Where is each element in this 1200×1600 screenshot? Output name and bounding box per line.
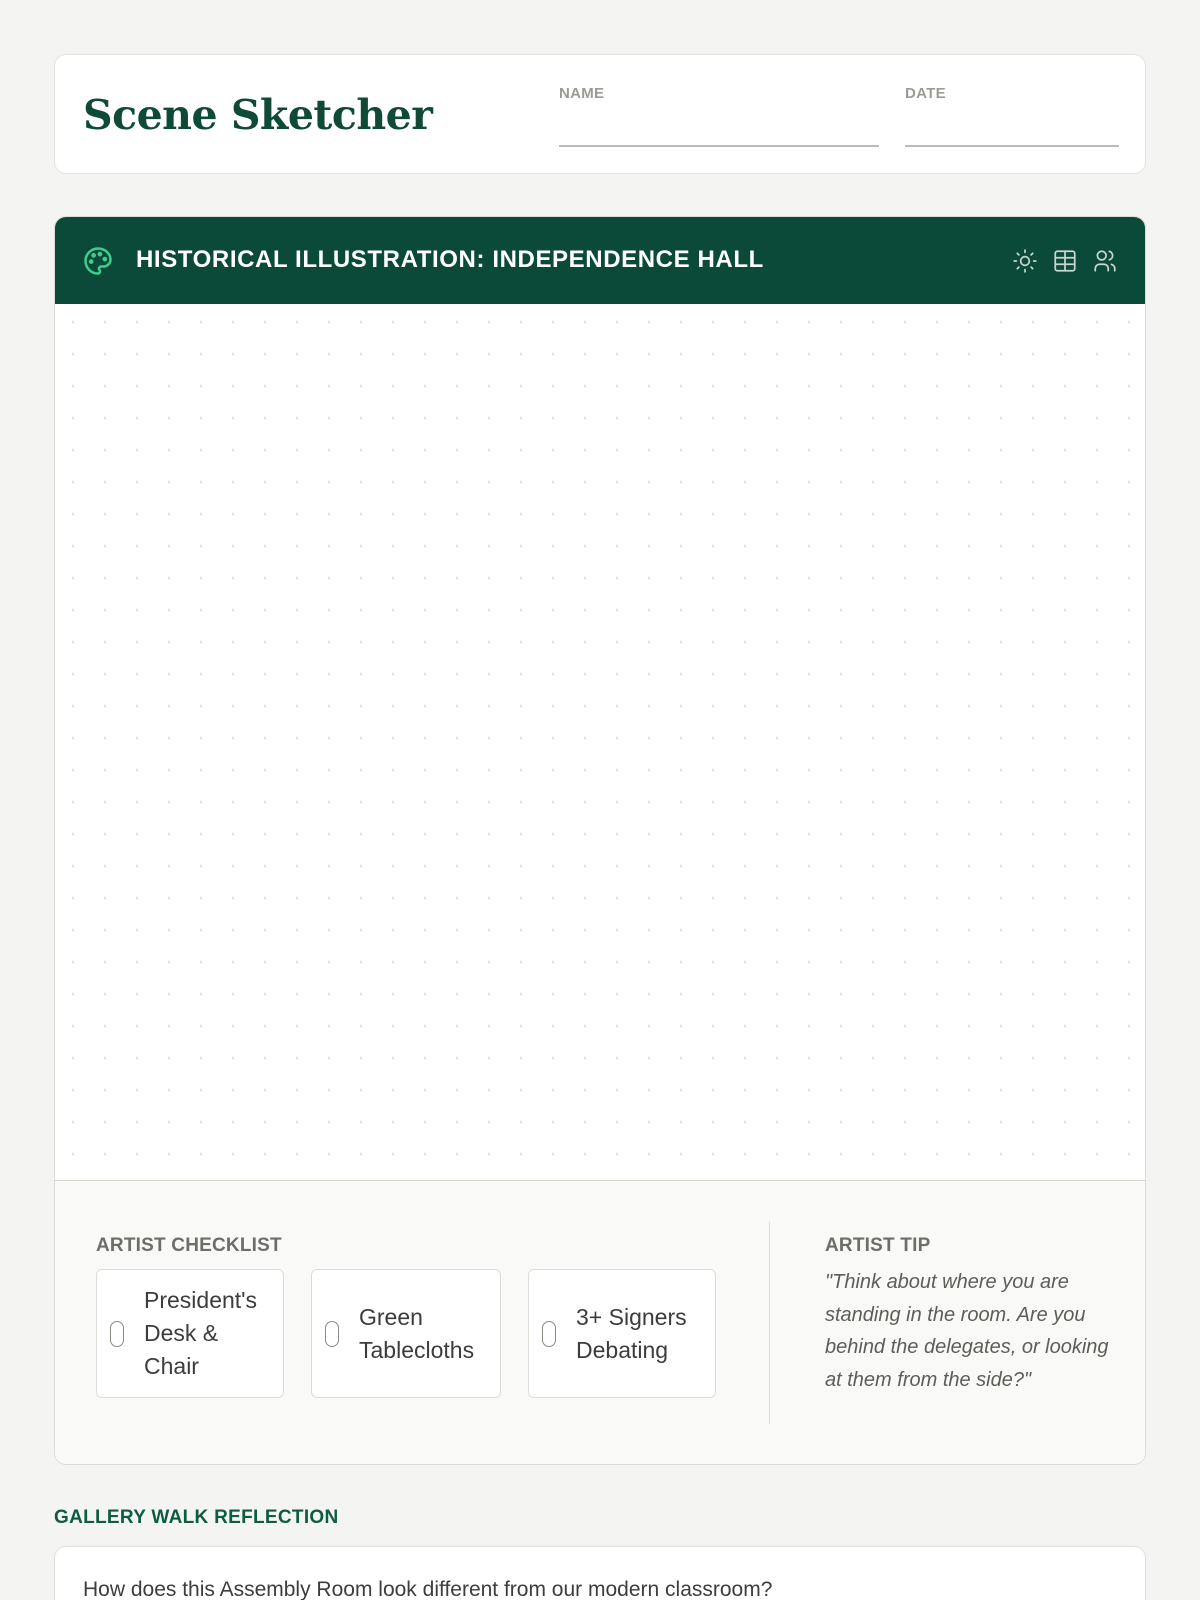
checkbox[interactable] [110, 1321, 124, 1347]
name-label: NAME [559, 85, 605, 102]
checklist-item-label: 3+ Signers Debating [576, 1303, 687, 1363]
illustration-title: HISTORICAL ILLUSTRATION: INDEPENDENCE HALL [136, 246, 764, 273]
footer-divider [769, 1222, 770, 1424]
sun-icon[interactable] [1012, 248, 1038, 274]
table-icon[interactable] [1052, 248, 1078, 274]
reflection-card[interactable] [54, 1546, 1146, 1600]
date-field[interactable] [905, 117, 1119, 147]
illustration-header [55, 217, 1145, 304]
header-card [54, 54, 1146, 174]
reflection-question: How does this Assembly Room look different from our modern classroom? [83, 1578, 773, 1600]
users-icon[interactable] [1092, 248, 1118, 274]
date-label: DATE [905, 85, 946, 102]
checklist-item[interactable] [96, 1269, 284, 1398]
drawing-canvas[interactable] [55, 304, 1145, 1181]
reflection-label: GALLERY WALK REFLECTION [54, 1507, 339, 1528]
illustration-footer [55, 1182, 1145, 1465]
checkbox[interactable] [542, 1321, 556, 1347]
tip-label: ARTIST TIP [825, 1235, 931, 1256]
checklist-item-label: President's Desk & Chair [144, 1287, 258, 1379]
checklist-item-label: Green Tablecloths [359, 1303, 475, 1363]
app-title: Scene Sketcher [83, 91, 433, 139]
checklist-label: ARTIST CHECKLIST [96, 1235, 282, 1256]
checklist-item[interactable] [528, 1269, 716, 1398]
palette-icon [83, 246, 113, 276]
name-field[interactable] [559, 117, 879, 147]
illustration-card [54, 216, 1146, 1465]
tip-text: "Think about where you are standing in the room. Are you behind the delegates, or looking at them from the side?" [825, 1271, 1109, 1391]
checkbox[interactable] [325, 1321, 339, 1347]
checklist-item[interactable] [311, 1269, 501, 1398]
